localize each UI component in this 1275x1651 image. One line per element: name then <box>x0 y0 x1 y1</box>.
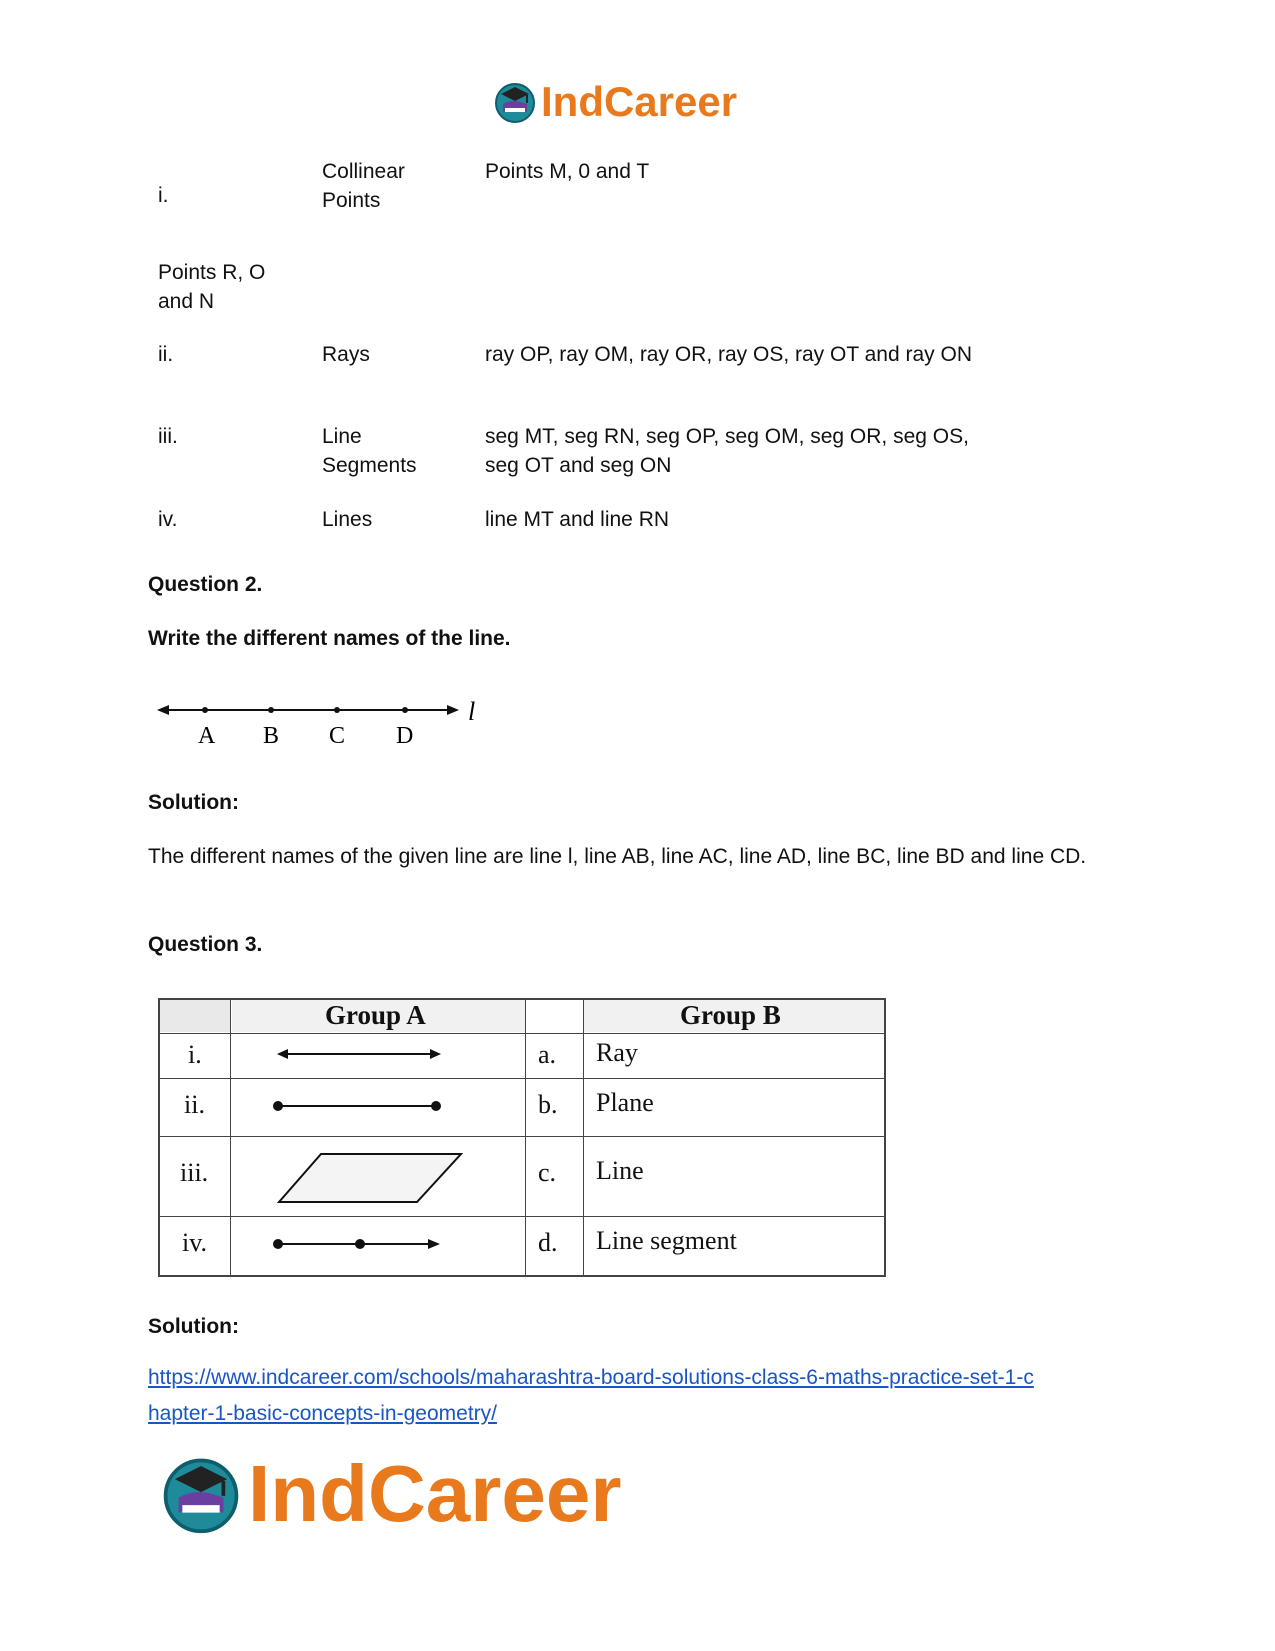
line-figure <box>155 692 485 757</box>
plane-icon <box>275 1150 465 1206</box>
point-label-a: A <box>198 723 216 749</box>
point-label-b: B <box>263 723 280 749</box>
row-d-letter: d. <box>538 1228 558 1257</box>
point-label-c: C <box>329 723 346 749</box>
point-label-d: D <box>396 723 414 749</box>
line-icon <box>275 1044 445 1064</box>
q2-solution-text: The different names of the given line are line l, line AB, line AC, line AD, line BC, line BD and line CD. <box>148 845 1087 868</box>
line-segment-icon <box>272 1096 442 1116</box>
footer-logo <box>160 1448 621 1540</box>
row-3-answer: seg MT, seg RN, seg OP, seg OM, seg OR, seg OS, seg OT and seg ON <box>485 425 969 477</box>
row-c-name: Line <box>596 1156 644 1185</box>
row-b-name: Plane <box>596 1088 654 1117</box>
header-logo <box>493 78 737 126</box>
row-3-type: Line Segments <box>322 425 417 477</box>
q3-heading: Question 3. <box>148 933 263 956</box>
row-3-num: iii. <box>158 425 178 448</box>
row-c-letter: c. <box>538 1158 557 1187</box>
row-i-num: i. <box>188 1040 202 1069</box>
match-table <box>158 998 886 1277</box>
row-b-letter: b. <box>538 1090 558 1119</box>
logo-text: IndCareer <box>541 78 738 125</box>
group-b-header: Group B <box>680 1000 781 1030</box>
row-2-num: ii. <box>158 343 174 366</box>
row-4-type: Lines <box>322 508 373 531</box>
row-1-type: Collinear Points <box>322 160 405 212</box>
solution-link-line-1[interactable]: https://www.indcareer.com/schools/maharashtra-board-solutions-class-6-maths-practice-set-1-c <box>148 1366 1034 1389</box>
row-4-num: iv. <box>158 508 178 531</box>
logo-globe-icon <box>160 1453 242 1535</box>
row-iii-num: iii. <box>180 1158 209 1187</box>
row-ii-num: ii. <box>184 1090 205 1119</box>
logo-text: IndCareer <box>248 1449 622 1538</box>
q2-solution-heading: Solution: <box>148 791 239 814</box>
line-label: l <box>468 697 476 726</box>
q3-solution-heading: Solution: <box>148 1315 239 1338</box>
solution-link-line-2[interactable]: hapter-1-basic-concepts-in-geometry/ <box>148 1402 497 1425</box>
q2-prompt: Write the different names of the line. <box>148 627 511 650</box>
q2-heading: Question 2. <box>148 573 263 596</box>
logo-globe-icon <box>493 80 537 124</box>
row-d-name: Line segment <box>596 1226 737 1255</box>
row-2-answer: ray OP, ray OM, ray OR, ray OS, ray OT and ray ON <box>485 343 973 366</box>
row-2-type: Rays <box>322 343 370 366</box>
row-4-answer: line MT and line RN <box>485 508 670 531</box>
row-1-answer: Points M, 0 and T <box>485 160 650 183</box>
row-1-num: i. <box>158 184 169 207</box>
row-iv-num: iv. <box>182 1228 208 1257</box>
solution-link[interactable] <box>148 1360 1108 1432</box>
ray-icon <box>272 1234 444 1254</box>
row-1-extra: Points R, O and N <box>158 261 266 313</box>
row-a-name: Ray <box>596 1038 638 1067</box>
group-a-header: Group A <box>325 1000 426 1030</box>
row-a-letter: a. <box>538 1040 557 1069</box>
